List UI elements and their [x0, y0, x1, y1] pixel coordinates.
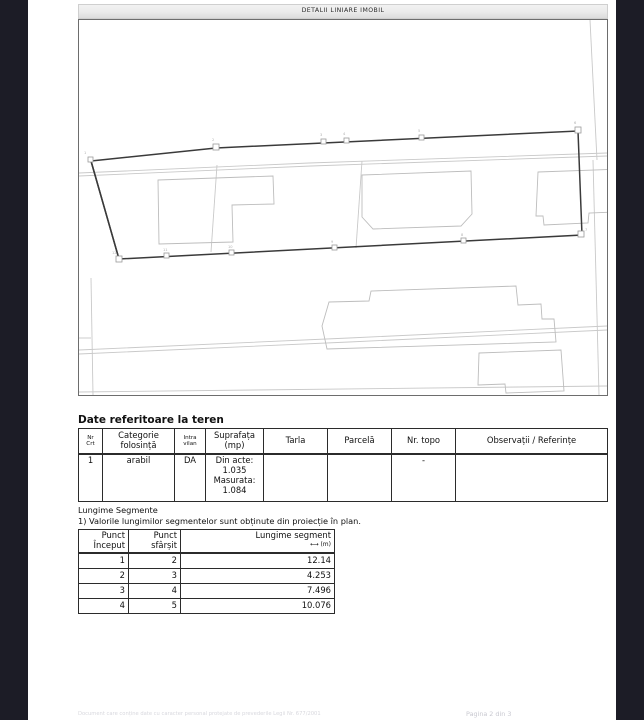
- cell-punct-inceput: 2: [79, 569, 129, 584]
- th-punct-inceput: [79, 530, 129, 554]
- th-categorie: [103, 429, 175, 455]
- cell-punct-inceput: 4: [79, 599, 129, 614]
- teren-table-header-row: [79, 429, 608, 455]
- th-punct-inceput-line1: Punct: [101, 530, 125, 540]
- suprafata-masurata-value: 1.084: [222, 484, 247, 495]
- svg-text:9: 9: [331, 240, 334, 244]
- plan-title-bar: [78, 4, 608, 19]
- plan-title: DETALII LINIARE IMOBIL: [301, 7, 385, 14]
- table-row: [79, 584, 335, 599]
- suprafata-din-acte-label: Din acte:: [215, 455, 254, 465]
- cell-nr-topo: -: [392, 454, 456, 502]
- cell-nr-crt: 1: [79, 454, 103, 502]
- cell-lungime: 7.496: [181, 584, 335, 599]
- cell-lungime: 10.076: [181, 599, 335, 614]
- suprafata-masurata-label: Masurata:: [213, 474, 256, 485]
- th-nr-crt: [79, 429, 103, 455]
- suprafata-din-acte-value: 1.035: [222, 464, 247, 475]
- cell-observatii: [456, 454, 608, 502]
- svg-text:6: 6: [574, 121, 577, 125]
- th-intravilan: [175, 429, 206, 455]
- cell-punct-inceput: 3: [79, 584, 129, 599]
- th-categorie-line2: folosință: [120, 440, 157, 450]
- svg-text:10: 10: [228, 245, 233, 249]
- th-suprafata-line2: (mp): [224, 440, 245, 450]
- cell-punct-sfarsit: 4: [129, 584, 181, 599]
- svg-text:1: 1: [84, 151, 87, 155]
- cell-punct-sfarsit: 3: [129, 569, 181, 584]
- th-punct-sfarsit-line1: Punct: [153, 530, 177, 540]
- cell-lungime: 4.253: [181, 569, 335, 584]
- table-row: [79, 454, 608, 502]
- th-suprafata: [206, 429, 264, 455]
- th-nr-topo: Nr. topo: [392, 429, 456, 455]
- th-parcela: Parcelă: [328, 429, 392, 455]
- cadastral-plan-drawing: [79, 20, 607, 395]
- segmente-section-heading: Lungime Segmente: [78, 505, 158, 515]
- segmente-note: 1) Valorile lungimilor segmentelor sunt obținute din proiecție în plan.: [78, 516, 361, 526]
- cell-lungime: 12.14: [181, 553, 335, 569]
- parcel-vertex-markers: [88, 127, 584, 262]
- teren-section-heading: Date referitoare la teren: [78, 414, 224, 426]
- svg-text:8: 8: [461, 233, 464, 237]
- cell-suprafata: [206, 454, 264, 502]
- vertex-labels: [84, 121, 587, 255]
- th-punct-inceput-line2: Început: [93, 539, 125, 550]
- th-categorie-line1: Categorie: [118, 430, 159, 441]
- th-nr-crt-line1: Nr: [87, 434, 94, 441]
- svg-text:7: 7: [585, 228, 588, 232]
- segmente-table: [78, 529, 335, 614]
- cell-categorie: arabil: [103, 454, 175, 502]
- plan-drawing-frame: [78, 19, 608, 396]
- footer-page-number: Pagina 2 din 3: [466, 710, 512, 718]
- th-punct-sfarsit-line2: sfârșit: [151, 539, 177, 550]
- footer-legal-note: Document care conține date cu caracter personal protejate de prevederile Legii Nr. 677/2001: [78, 711, 321, 717]
- cell-intravilan: DA: [175, 454, 206, 502]
- segmente-table-header-row: [79, 530, 335, 554]
- main-parcel-polygon: [91, 131, 582, 259]
- cell-punct-inceput: 1: [79, 553, 129, 569]
- cell-tarla: [264, 454, 328, 502]
- svg-text:11: 11: [163, 248, 168, 252]
- cell-punct-sfarsit: 2: [129, 553, 181, 569]
- document-page: [28, 0, 616, 720]
- th-intravilan-line1: Intra: [183, 434, 197, 441]
- svg-text:4: 4: [343, 132, 346, 136]
- svg-text:5: 5: [418, 129, 421, 133]
- th-tarla: Tarla: [264, 429, 328, 455]
- svg-text:3: 3: [320, 133, 323, 137]
- th-lungime-segment-line1: Lungime segment: [255, 530, 331, 540]
- table-row: [79, 599, 335, 614]
- table-row: [79, 553, 335, 569]
- th-lungime-segment-unit: ⟷ (m): [309, 540, 331, 548]
- th-punct-sfarsit: [129, 530, 181, 554]
- viewer-right-gutter: [616, 0, 644, 720]
- table-row: [79, 569, 335, 584]
- th-lungime-segment: [181, 530, 335, 554]
- svg-text:12: 12: [112, 251, 117, 255]
- teren-table: [78, 428, 608, 502]
- th-suprafata-line1: Suprafața: [213, 430, 255, 441]
- cell-parcela: [328, 454, 392, 502]
- th-nr-crt-line2: Crt: [86, 441, 95, 447]
- viewer-left-gutter: [0, 0, 28, 720]
- th-observatii: Observații / Referințe: [456, 429, 608, 455]
- building-outlines: [158, 169, 607, 393]
- cell-punct-sfarsit: 5: [129, 599, 181, 614]
- th-intravilan-line2: vilan: [183, 441, 197, 447]
- plan-block: [78, 4, 608, 396]
- svg-text:2: 2: [212, 138, 215, 142]
